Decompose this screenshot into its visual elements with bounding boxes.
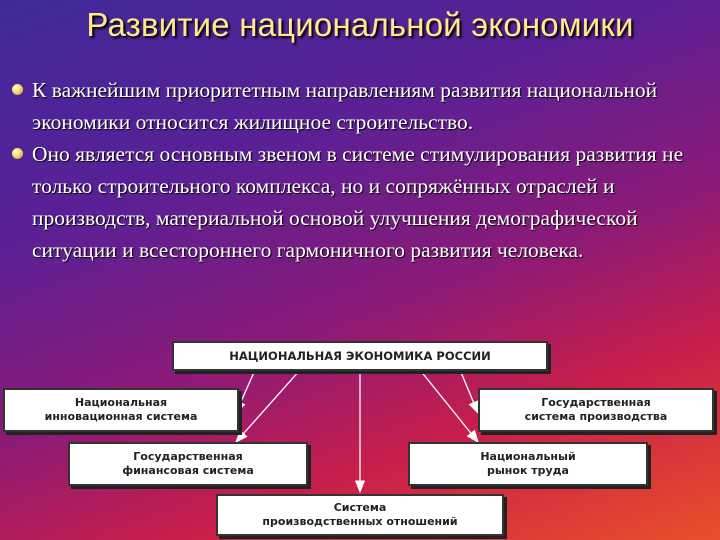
root-node [172, 341, 548, 371]
arrow-production [460, 370, 478, 413]
arrow-finance [236, 370, 300, 442]
node-production-relations [216, 494, 504, 536]
bullet-text: К важнейшим приоритетным направлениям развития национальной экономики относится жилищное строительство. [32, 78, 658, 134]
arrow-labor [420, 370, 478, 442]
node-label-line2: финансовая система [122, 464, 254, 477]
node-label-line1: Государственная [541, 396, 651, 409]
node-label-line2: производственных отношений [262, 515, 458, 528]
node-label-line2: инновационная система [44, 410, 198, 423]
bullet-list [12, 74, 712, 266]
node-labor-market [408, 442, 648, 486]
node-label-line1: Государственная [133, 450, 243, 463]
node-finance-system [68, 442, 308, 486]
slide-title: Развитие национальной экономики [86, 6, 634, 43]
root-node-label: НАЦИОНАЛЬНАЯ ЭКОНОМИКА РОССИИ [229, 349, 491, 363]
node-label-line1: Система [333, 501, 387, 514]
bullet-item [12, 74, 712, 138]
bullet-item [12, 138, 712, 266]
bullet-text: Оно является основным звеном в системе стимулирования развития не только строительного комплекса, но и сопряжённых отраслей и производств, материальной основой улучшения демографической ситуации и всестороннего гармоничного развития человека. [32, 142, 684, 262]
node-label-line1: Национальный [480, 450, 576, 463]
node-label-line2: система производства [524, 410, 668, 423]
node-label-line1: Национальная [74, 396, 168, 409]
node-production-system [478, 388, 714, 432]
node-innovation-system [3, 388, 239, 432]
bullet-dot-icon [12, 84, 23, 95]
bullet-dot-icon [12, 148, 23, 159]
node-label-line2: рынок труда [486, 464, 569, 477]
